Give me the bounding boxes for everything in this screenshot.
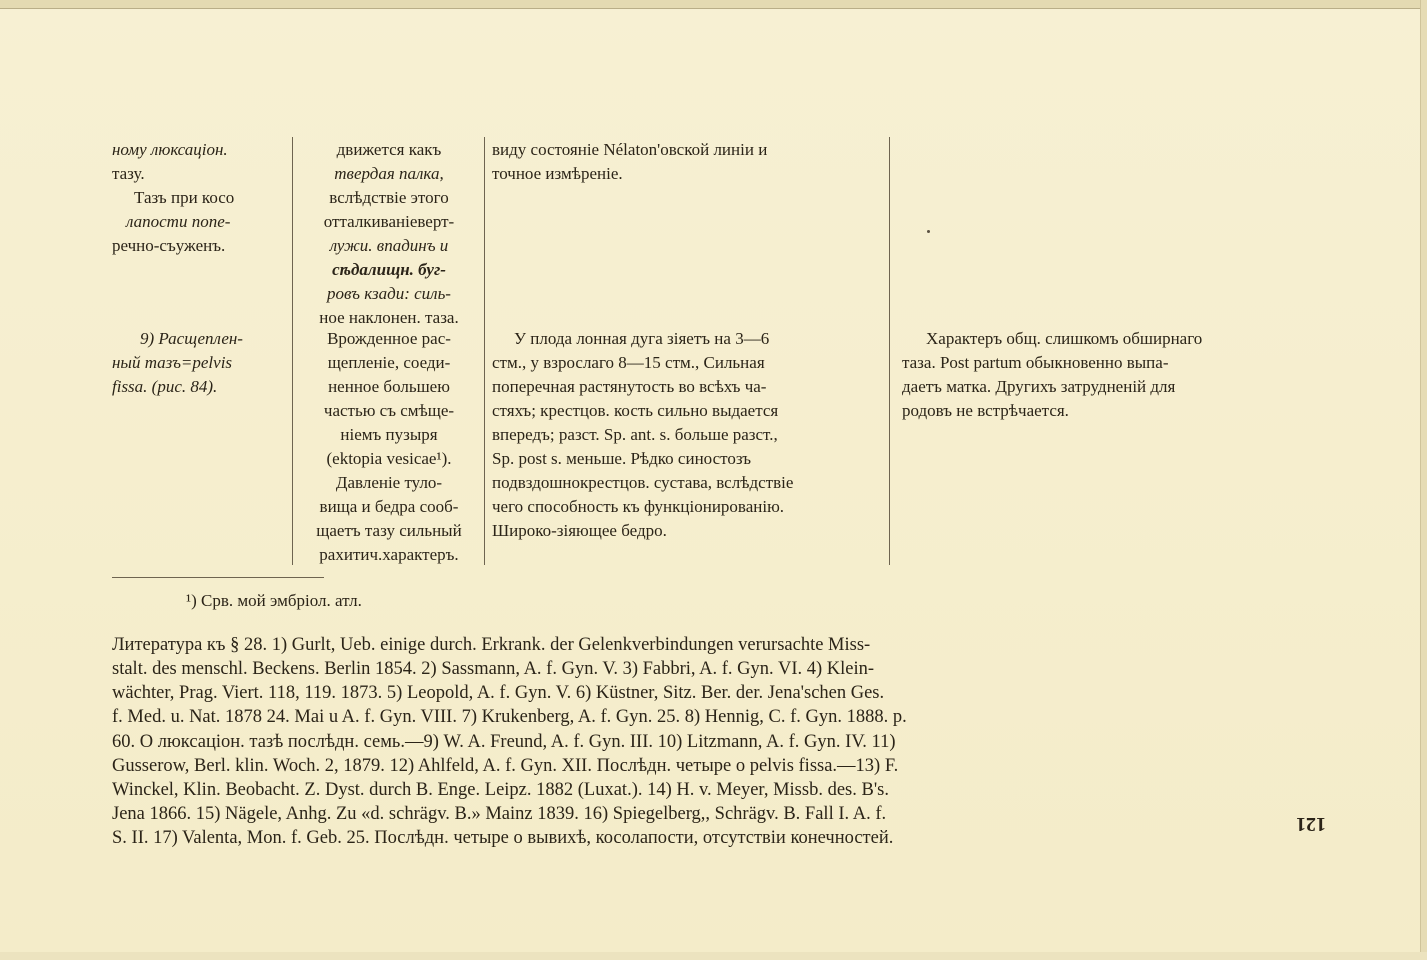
col2-line: щаетъ тазу сильный [316, 521, 462, 540]
col4-line: даетъ матка. Другихъ затрудненій для [902, 377, 1176, 396]
col2-line: ніемъ пузыря [340, 425, 438, 444]
col2-line: ровъ кзади: силь- [327, 284, 451, 303]
col3-line: стяхъ; крестцов. кость сильно выдается [492, 401, 779, 420]
col2-line: движется какъ [336, 140, 442, 159]
page-top-edge [0, 0, 1427, 9]
col2-line: рахитич.характеръ. [319, 545, 459, 564]
column-divider [889, 137, 890, 565]
literature-line: Winckel, Klin. Beobacht. Z. Dyst. durch B. Enge. Leipz. 1882 (Luxat.). 14) H. v. Meyer, Missb. des. B's. [112, 780, 889, 800]
col1-line: речно-съуженъ. [112, 236, 226, 255]
literature-line: Jena 1866. 15) Nägele, Anhg. Zu «d. schrägv. B.» Mainz 1839. 16) Spiegelberg,, Schrägv. B. Fall I. A. f. [112, 804, 887, 824]
col2-line: лужи. впадинъ и [329, 236, 449, 255]
column-divider [292, 137, 293, 565]
col3-line: поперечная растянутость во всѣхъ ча- [492, 377, 767, 396]
col3-line: Sp. post s. меньше. Рѣдко синостозъ [492, 449, 752, 468]
col2-line: ненное большею [328, 377, 450, 396]
literature-line: Литература къ § 28. 1) Gurlt, Ueb. einige durch. Erkrank. der Gelenkverbindungen verursachte Miss- [112, 635, 871, 655]
literature-line: 60. О люксаціон. тазѣ послѣдн. семь.—9) W. A. Freund, A. f. Gyn. III. 10) Litzmann, A. f. Gyn. IV. 11) [112, 732, 896, 752]
col3-line: стм., у взрослаго 8—15 стм., Сильная [492, 353, 765, 372]
col2-line: твердая палка, [334, 164, 444, 183]
col2-line: щепленіе, соеди- [327, 353, 451, 372]
col3-line: точное измѣреніе. [492, 164, 623, 183]
col2-line: вслѣдствіе этого [329, 188, 449, 207]
col1-line: fissa. (рис. 84). [112, 377, 218, 396]
col2-line: (ektopia vesicae¹). [326, 449, 452, 468]
col3-line: Широко-зіяющее бедро. [492, 521, 667, 540]
col3-line: подвздошнокрестцов. сустава, вслѣдствіе [492, 473, 794, 492]
col3-line: У плода лонная дуга зіяетъ на 3—6 [514, 329, 770, 348]
col1-line: тазу. [112, 164, 145, 183]
footnote: ¹) Срв. мой эмбріол. атл. [186, 591, 362, 610]
col4-line: таза. Post partum обыкновенно выпа- [902, 353, 1169, 372]
col1-line: 9) Расщеплен- [140, 329, 243, 348]
col3-line: виду состояніе Nélaton'овской линіи и [492, 140, 768, 159]
col1-line: Тазъ при косо [134, 188, 235, 207]
literature-line: f. Med. u. Nat. 1878 24. Mai u A. f. Gyn. VIII. 7) Krukenberg, A. f. Gyn. 25. 8) Hennig, C. f. Gyn. 1888. p. [112, 707, 907, 727]
col3-line: впередъ; разст. Sp. ant. s. больше разст., [492, 425, 778, 444]
column-divider [484, 137, 485, 565]
col3-line: чего способность къ функціонированію. [492, 497, 785, 516]
col2-line: Давленіе туло- [335, 473, 443, 492]
col2-line: частью съ смѣще- [323, 401, 455, 420]
page-right-edge [1420, 0, 1427, 960]
col2-line: Врожденное рас- [327, 329, 451, 348]
literature-line: wächter, Prag. Viert. 118, 119. 1873. 5) Leopold, A. f. Gyn. V. 6) Küstner, Sitz. Ber. der. Jena'schen Ges. [112, 683, 885, 703]
literature-line: stalt. des menschl. Beckens. Berlin 1854. 2) Sassmann, A. f. Gyn. V. 3) Fabbri, A. f. Gyn. VI. 4) Klein- [112, 659, 875, 679]
literature-line: Gusserow, Berl. klin. Woch. 2, 1879. 12) Ahlfeld, A. f. Gyn. XII. Послѣдн. четыре о pelvis fissa.—13) F. [112, 756, 899, 776]
col1-line: ному люксаціон. [112, 140, 228, 159]
col4-line: Характеръ общ. слишкомъ обширнаго [926, 329, 1203, 348]
col2-line: отталкиваніеверт- [323, 212, 455, 231]
col1-line: ный тазъ=pelvis [112, 353, 233, 372]
col2-line: вища и бедра сооб- [319, 497, 459, 516]
print-speck [927, 230, 930, 233]
col2-line: сѣдалищн. буг- [332, 260, 446, 279]
literature-line: S. II. 17) Valenta, Mon. f. Geb. 25. Послѣдн. четыре о вывихѣ, косолапости, отсутствіи конечностей. [112, 828, 894, 848]
col1-line: лапости попе- [126, 212, 231, 231]
page-number: 121 [1296, 813, 1326, 835]
col2-line: ное наклонен. таза. [319, 308, 459, 327]
col4-line: родовъ не встрѣчается. [902, 401, 1069, 420]
page-bottom-edge [0, 952, 1427, 960]
footnote-rule [112, 577, 324, 578]
